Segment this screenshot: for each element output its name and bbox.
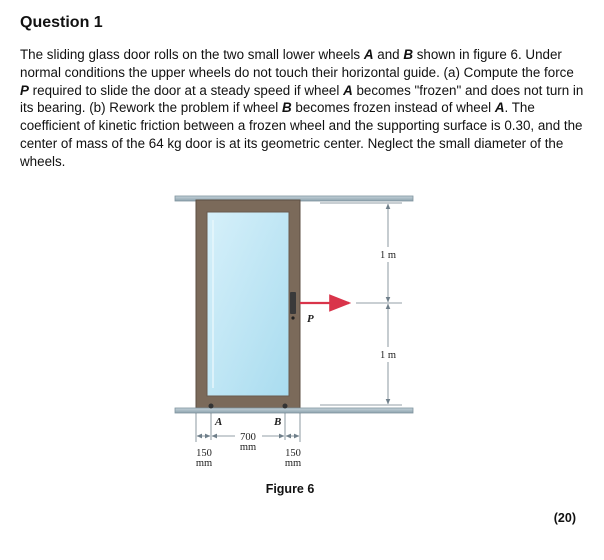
wheel-a-ref-3: A bbox=[494, 100, 505, 116]
figure-caption: Figure 6 bbox=[265, 482, 315, 496]
wheel-a-ref: A bbox=[363, 47, 374, 62]
force-p-ref: P bbox=[20, 82, 29, 98]
dim-left-value: 150 bbox=[196, 448, 212, 459]
wheel-b-label: B bbox=[274, 416, 282, 428]
door-handle bbox=[290, 292, 296, 314]
wheel-a-label: A bbox=[215, 416, 223, 428]
wheel-a-ref-2: A bbox=[343, 82, 353, 98]
lower-track-rail bbox=[175, 408, 413, 413]
dim-mid-unit: mm bbox=[239, 442, 257, 453]
door-glass bbox=[207, 212, 289, 396]
dim-upper-label: 1 m bbox=[379, 250, 397, 261]
wheel-b-ref-2: B bbox=[281, 100, 292, 116]
text-part-5: becomes "frozen" and does not turn in its bearing. (b) Rework the problem if wheel bbox=[20, 82, 584, 116]
handle-knob bbox=[291, 316, 294, 319]
text-part-1: The sliding glass door rolls on the two small lower wheels bbox=[20, 47, 364, 62]
wheel-b bbox=[283, 404, 288, 409]
dim-right-unit: mm bbox=[284, 458, 302, 469]
text-part-4: required to slide the door at a steady speed if wheel bbox=[28, 82, 344, 98]
dim-left-unit: mm bbox=[195, 458, 213, 469]
dim-mid-value: 700 bbox=[240, 432, 256, 443]
text-part-7: . The coefficient of kinetic friction between a frozen wheel and the supporting surface is 0.30, and the center of mass of the 64 kg door is at its geometric center. Neglect the small diameter of the wheels. bbox=[20, 100, 583, 169]
wheel-b-ref: B bbox=[403, 47, 413, 62]
question-title: Question 1 bbox=[20, 14, 103, 31]
wheel-a bbox=[209, 404, 214, 409]
dim-lower-label: 1 m bbox=[379, 350, 397, 361]
text-part-2: and bbox=[373, 47, 404, 62]
text-part-3: shown in figure 6. Under normal conditions the upper wheels do not touch their horizontal guide. (a) Compute the force bbox=[20, 47, 574, 80]
force-label: P bbox=[307, 313, 314, 325]
text-part-6: becomes frozen instead of wheel bbox=[291, 100, 495, 116]
dim-right-value: 150 bbox=[285, 448, 301, 459]
points-value: (20) bbox=[553, 511, 576, 525]
